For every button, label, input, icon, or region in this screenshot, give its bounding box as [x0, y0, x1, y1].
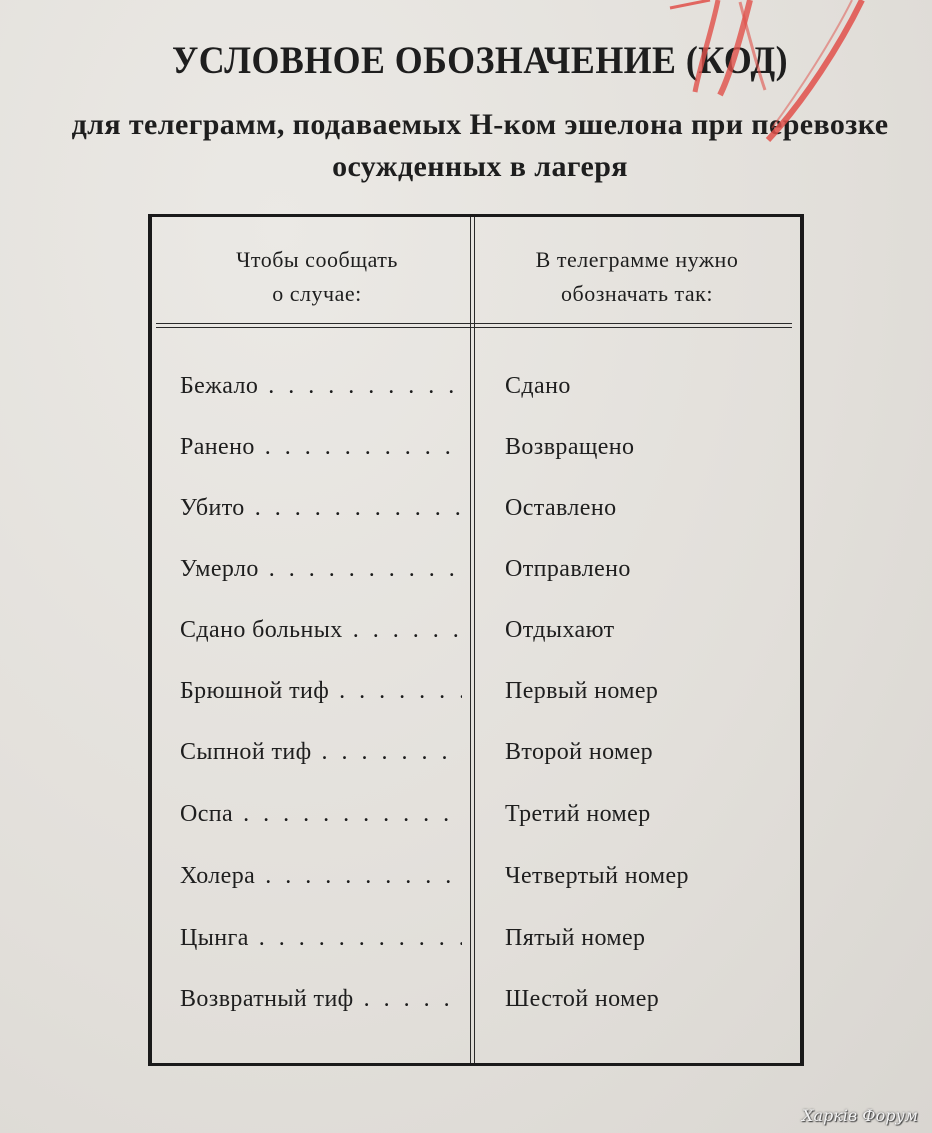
table-row [152, 434, 802, 474]
table-row [152, 373, 802, 413]
row-case: Сдано больных . . . [180, 617, 462, 644]
table-row [152, 801, 802, 841]
header-divider [156, 323, 792, 328]
table-row [152, 678, 802, 718]
subtitle-line-1: для телеграмм, подаваемых Н-ком эшелона при перевозке [71, 108, 889, 141]
row-code: Отдыхают [505, 617, 615, 643]
row-case: Оспа . . . [180, 801, 462, 828]
row-code: Оставлено [505, 495, 617, 521]
column-header-code [492, 243, 782, 311]
table-row [152, 925, 802, 965]
row-code: Пятый номер [505, 925, 646, 951]
row-code: Отправлено [505, 556, 631, 582]
table-row [152, 556, 802, 596]
column-header-code-line-2: обозначать так: [561, 281, 713, 306]
row-case: Холера . . . [180, 863, 462, 890]
column-header-code-line-1: В телеграмме нужно [535, 247, 739, 272]
watermark: Харків Форум [802, 1106, 918, 1125]
row-case: Сыпной тиф . . . [180, 739, 462, 766]
column-header-case-line-2: о случае: [272, 281, 362, 306]
column-header-case-line-1: Чтобы сообщать [236, 247, 398, 272]
page-subtitle [0, 104, 932, 188]
row-code: Сдано [505, 373, 571, 399]
row-code: Шестой номер [505, 986, 660, 1012]
table-row [152, 739, 802, 779]
subtitle-line-2: осужденных в лагеря [332, 150, 628, 183]
column-header-case [182, 243, 452, 311]
row-case: Цынга . . . [180, 925, 462, 952]
row-case: Бежало . . . [180, 373, 462, 400]
row-case: Умерло . . . [180, 556, 462, 583]
row-code: Четвертый номер [505, 863, 689, 889]
row-case: Возвратный тиф . . . [180, 986, 462, 1013]
page-title: УСЛОВНОЕ ОБОЗНАЧЕНИЕ (КОД) [171, 39, 789, 82]
code-table [148, 214, 804, 1066]
row-case: Ранено . . . [180, 434, 462, 461]
row-code: Второй номер [505, 739, 654, 765]
table-row [152, 617, 802, 657]
row-code: Третий номер [505, 801, 651, 827]
row-code: Возвращено [505, 434, 635, 460]
table-row [152, 986, 802, 1026]
table-row [152, 495, 802, 535]
row-case: Брюшной тиф . . . [180, 678, 462, 705]
row-case: Убито . . . [180, 495, 462, 522]
table-row [152, 863, 802, 903]
row-code: Первый номер [505, 678, 659, 704]
